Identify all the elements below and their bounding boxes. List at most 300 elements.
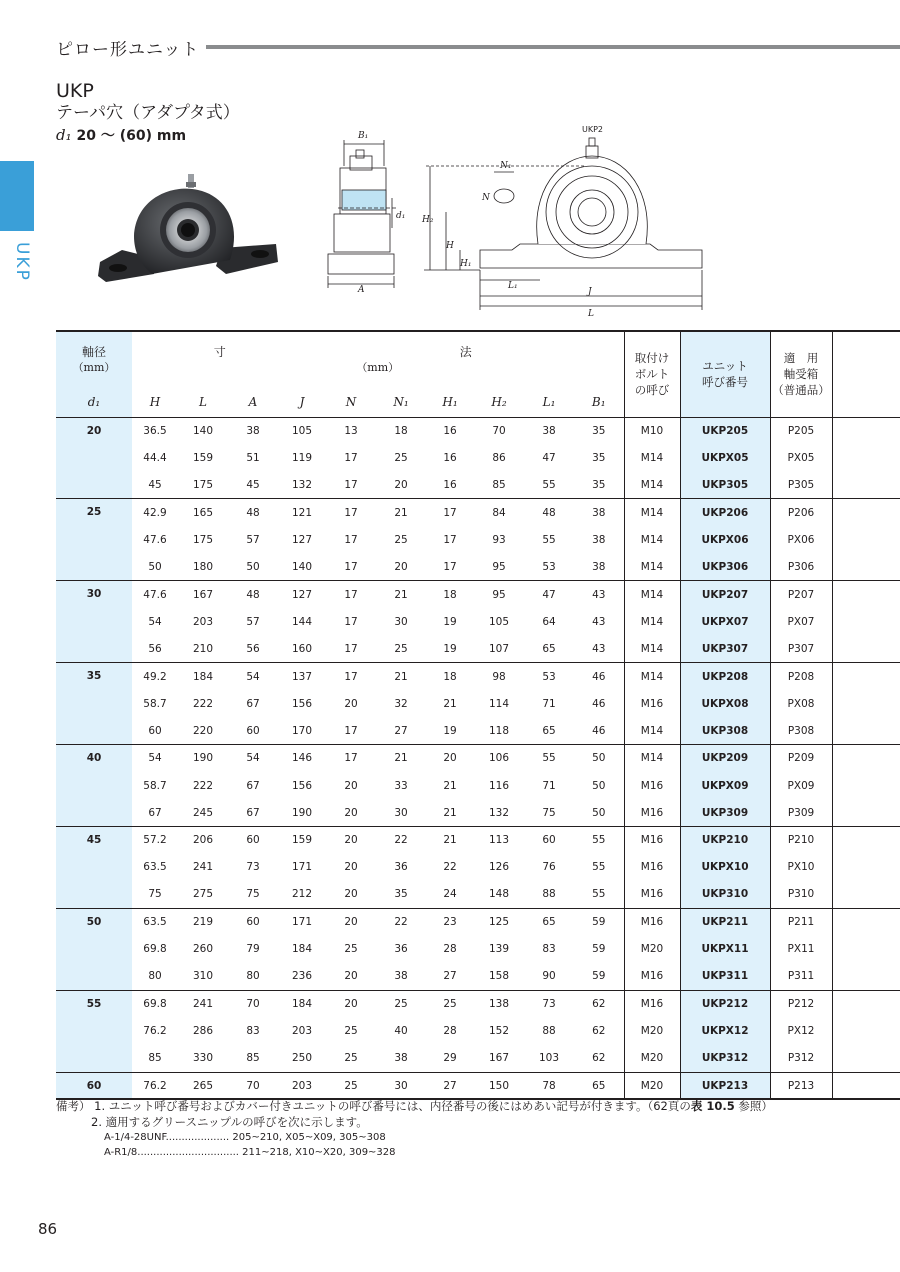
cell-j: 190 — [291, 806, 313, 819]
cell-bolt: M14 — [624, 553, 680, 580]
cell-n1: 25 — [376, 990, 426, 1017]
cell-j: 137 — [278, 663, 326, 690]
cell-h1: 25 — [426, 990, 474, 1017]
table-row — [56, 526, 900, 553]
cell-l: 175 — [192, 533, 214, 546]
cell-n: 17 — [344, 478, 358, 491]
dim-j: J — [588, 287, 592, 297]
cell-h: 75 — [148, 888, 162, 901]
cell-h2: 118 — [488, 724, 510, 737]
cell-blank — [832, 1072, 900, 1099]
cell-l: 265 — [178, 1072, 228, 1099]
cell-l1: 65 — [542, 724, 556, 737]
cell-h: 49.2 — [132, 663, 178, 690]
cell-a: 48 — [228, 499, 278, 526]
cell-b1: 50 — [592, 806, 606, 819]
cell-j: 127 — [278, 581, 326, 608]
cell-unit: UKPX12 — [680, 1018, 770, 1045]
cell-l: 275 — [192, 888, 214, 901]
cell-bolt: M14 — [624, 581, 680, 608]
cell-box: PX11 — [770, 936, 832, 963]
cell-h2: 85 — [492, 478, 506, 491]
pillow-block-photo — [92, 170, 282, 288]
cell-blank — [832, 526, 900, 553]
sub-n1: N₁ — [376, 387, 426, 417]
note-2-sub-2: A-R1/8................................ 211~218, X10~X20, 309~328 — [104, 1147, 396, 1158]
cell-blank — [832, 772, 900, 799]
cell-shaft-diameter: 50 — [56, 908, 132, 990]
cell-h1: 27 — [426, 1072, 474, 1099]
notes-label: 備考） — [56, 1099, 91, 1113]
cell-n1: 25 — [394, 533, 408, 546]
cell-l1: 83 — [542, 943, 556, 956]
cell-h1: 18 — [426, 663, 474, 690]
dim-h: H — [446, 241, 454, 251]
cell-a: 83 — [246, 1025, 260, 1038]
cell-n1: 36 — [394, 943, 408, 956]
front-view-drawing — [420, 120, 720, 320]
table-row — [56, 936, 900, 963]
cell-shaft-diameter: 40 — [56, 745, 132, 827]
table-row — [56, 472, 900, 499]
cell-unit: UKP206 — [680, 499, 770, 526]
cell-a: 70 — [228, 1072, 278, 1099]
cell-j: 203 — [278, 1072, 326, 1099]
cell-h2: 113 — [474, 826, 524, 853]
cell-h1: 23 — [426, 908, 474, 935]
cell-l1: 64 — [542, 615, 556, 628]
cell-j: 156 — [291, 779, 313, 792]
cell-n: 17 — [344, 533, 358, 546]
cell-box: P311 — [770, 963, 832, 990]
cell-n1: 40 — [394, 1025, 408, 1038]
cell-n: 20 — [344, 888, 358, 901]
cell-n1: 20 — [394, 478, 408, 491]
table-row — [56, 745, 900, 772]
cell-h2: 139 — [488, 943, 510, 956]
cell-blank — [832, 608, 900, 635]
cell-h1: 21 — [443, 779, 457, 792]
cell-b1: 38 — [592, 533, 606, 546]
cell-n: 25 — [326, 1072, 376, 1099]
cell-bolt: M16 — [624, 963, 680, 990]
cell-n1: 32 — [394, 697, 408, 710]
cell-b1: 62 — [592, 1025, 606, 1038]
cell-h: 60 — [148, 724, 162, 737]
cell-l: 190 — [178, 745, 228, 772]
cell-n: 20 — [344, 970, 358, 983]
cell-l1: 53 — [542, 560, 556, 573]
cell-blank — [832, 417, 900, 444]
cell-a: 60 — [228, 826, 278, 853]
cell-n1: 30 — [376, 1072, 426, 1099]
table-row — [56, 553, 900, 580]
cell-bolt: M16 — [624, 799, 680, 826]
cell-b1: 38 — [592, 560, 606, 573]
cell-j: 119 — [291, 451, 313, 464]
cell-a: 70 — [228, 990, 278, 1017]
cell-unit: UKPX11 — [680, 936, 770, 963]
range-symbol: d₁ — [56, 126, 72, 144]
dim-h2: H₂ — [422, 215, 434, 225]
cell-n: 20 — [344, 806, 358, 819]
sub-h2: H₂ — [474, 387, 524, 417]
side-tab-label: UKP — [12, 242, 32, 282]
cell-bolt: M10 — [624, 417, 680, 444]
cell-j: 159 — [278, 826, 326, 853]
cell-l1: 88 — [542, 1025, 556, 1038]
cell-n1: 35 — [394, 888, 408, 901]
cell-h2: 126 — [488, 861, 510, 874]
cell-a: 57 — [246, 533, 260, 546]
cell-l: 206 — [178, 826, 228, 853]
cell-b1: 50 — [574, 745, 624, 772]
cell-h2: 86 — [492, 451, 506, 464]
notes — [56, 1098, 900, 1160]
cell-unit: UKP308 — [680, 717, 770, 744]
cell-bolt: M16 — [624, 854, 680, 881]
cell-n1: 20 — [394, 560, 408, 573]
cell-h: 76.2 — [132, 1072, 178, 1099]
cell-n: 20 — [344, 861, 358, 874]
cell-box: P308 — [770, 717, 832, 744]
cell-unit: UKP312 — [680, 1045, 770, 1072]
cell-a: 57 — [246, 615, 260, 628]
cell-b1: 55 — [592, 861, 606, 874]
cell-bolt: M14 — [624, 444, 680, 471]
cell-h1: 22 — [443, 861, 457, 874]
cell-blank — [832, 663, 900, 690]
cell-l: 260 — [192, 943, 214, 956]
cell-bolt: M14 — [624, 472, 680, 499]
cell-b1: 46 — [592, 724, 606, 737]
cell-a: 51 — [246, 451, 260, 464]
cell-a: 85 — [246, 1052, 260, 1065]
cell-l: 286 — [192, 1025, 214, 1038]
cell-h2: 95 — [474, 581, 524, 608]
side-view-drawing — [314, 126, 424, 296]
cell-h: 50 — [148, 560, 162, 573]
cell-n: 20 — [344, 697, 358, 710]
cell-l1: 103 — [538, 1052, 560, 1065]
cell-l: 330 — [192, 1052, 214, 1065]
cell-j: 132 — [291, 478, 313, 491]
sub-h: H — [132, 387, 178, 417]
cell-l: 184 — [178, 663, 228, 690]
cell-bolt: M20 — [624, 1072, 680, 1099]
cell-n1: 25 — [394, 451, 408, 464]
cell-h1: 18 — [426, 581, 474, 608]
cell-blank — [832, 472, 900, 499]
cell-h: 58.7 — [143, 697, 167, 710]
cell-l: 180 — [192, 560, 214, 573]
cell-shaft-diameter: 60 — [56, 1072, 132, 1099]
spec-table — [56, 330, 900, 1100]
cell-h2: 167 — [488, 1052, 510, 1065]
cell-h: 36.5 — [132, 417, 178, 444]
table-row — [56, 581, 900, 608]
cell-h1: 16 — [443, 451, 457, 464]
cell-l: 241 — [178, 990, 228, 1017]
cell-box: P205 — [770, 417, 832, 444]
cell-h: 56 — [148, 642, 162, 655]
cell-b1: 55 — [574, 826, 624, 853]
dim-a: A — [358, 285, 365, 295]
cell-unit: UKPX08 — [680, 690, 770, 717]
cell-h: 58.7 — [143, 779, 167, 792]
cell-unit: UKP311 — [680, 963, 770, 990]
spec-table-body — [56, 417, 900, 1099]
cell-n: 17 — [344, 615, 358, 628]
cell-n: 20 — [326, 908, 376, 935]
cell-h: 63.5 — [143, 861, 167, 874]
cell-unit: UKP310 — [680, 881, 770, 908]
cell-h2: 98 — [474, 663, 524, 690]
cell-h: 69.8 — [143, 943, 167, 956]
sub-l1: L₁ — [524, 387, 574, 417]
cell-n1: 21 — [376, 663, 426, 690]
cell-n1: 30 — [394, 806, 408, 819]
cell-h2: 148 — [488, 888, 510, 901]
cell-bolt: M14 — [624, 635, 680, 662]
sub-a: A — [228, 387, 278, 417]
cell-a: 38 — [228, 417, 278, 444]
cell-blank — [832, 826, 900, 853]
cell-box: PX06 — [770, 526, 832, 553]
cell-shaft-diameter: 55 — [56, 990, 132, 1072]
cell-n1: 38 — [394, 1052, 408, 1065]
cell-n: 17 — [344, 724, 358, 737]
section-title: ピロー形ユニット — [56, 40, 200, 60]
cell-blank — [832, 854, 900, 881]
cell-n: 17 — [326, 745, 376, 772]
cell-h: 44.4 — [143, 451, 167, 464]
cell-blank — [832, 1045, 900, 1072]
cell-blank — [832, 963, 900, 990]
cell-j: 236 — [291, 970, 313, 983]
header-blank — [832, 331, 900, 417]
cell-j: 144 — [291, 615, 313, 628]
cell-box: PX09 — [770, 772, 832, 799]
dim-b1: B₁ — [358, 131, 369, 141]
cell-h1: 21 — [443, 806, 457, 819]
cell-a: 60 — [246, 724, 260, 737]
header-housing: 適 用 軸受箱 （普通品） — [770, 331, 832, 417]
cell-l1: 78 — [524, 1072, 574, 1099]
cell-h2: 138 — [474, 990, 524, 1017]
cell-a: 80 — [246, 970, 260, 983]
sub-d1: d₁ — [56, 387, 132, 417]
cell-l: 222 — [192, 697, 214, 710]
dim-d1: d₁ — [396, 211, 406, 221]
cell-unit: UKP305 — [680, 472, 770, 499]
cell-b1: 55 — [592, 888, 606, 901]
table-row — [56, 717, 900, 744]
note-1-table-ref: 表 10.5 — [690, 1099, 735, 1113]
cell-blank — [832, 936, 900, 963]
cell-n1: 30 — [394, 615, 408, 628]
cell-j: 156 — [291, 697, 313, 710]
cell-l1: 55 — [542, 478, 556, 491]
cell-bolt: M14 — [624, 499, 680, 526]
cell-l1: 48 — [524, 499, 574, 526]
cell-bolt: M16 — [624, 908, 680, 935]
dim-h1: H₁ — [460, 259, 472, 269]
cell-h: 57.2 — [132, 826, 178, 853]
cell-n1: 21 — [376, 581, 426, 608]
page-number: 86 — [38, 1220, 58, 1238]
cell-box: P207 — [770, 581, 832, 608]
cell-shaft-diameter: 25 — [56, 499, 132, 581]
cell-l: 222 — [192, 779, 214, 792]
cell-l1: 88 — [542, 888, 556, 901]
cell-j: 105 — [278, 417, 326, 444]
header-dimensions: 寸 法 （mm） — [132, 331, 624, 387]
cell-h: 42.9 — [132, 499, 178, 526]
table-row — [56, 826, 900, 853]
cell-n: 17 — [344, 642, 358, 655]
cell-l1: 71 — [542, 697, 556, 710]
cell-a: 73 — [246, 861, 260, 874]
cell-l1: 73 — [524, 990, 574, 1017]
cell-shaft-diameter: 45 — [56, 826, 132, 908]
cell-a: 67 — [246, 806, 260, 819]
cell-box: P309 — [770, 799, 832, 826]
header-bolt: 取付け ボルト の呼び — [624, 331, 680, 417]
cell-h2: 132 — [488, 806, 510, 819]
cell-box: PX10 — [770, 854, 832, 881]
cell-h: 47.6 — [132, 581, 178, 608]
cell-l1: 38 — [524, 417, 574, 444]
cell-j: 127 — [291, 533, 313, 546]
cell-j: 203 — [291, 1025, 313, 1038]
cell-box: PX07 — [770, 608, 832, 635]
cell-bolt: M14 — [624, 717, 680, 744]
cell-l1: 55 — [524, 745, 574, 772]
table-row — [56, 444, 900, 471]
cell-n: 20 — [326, 990, 376, 1017]
cell-j: 184 — [278, 990, 326, 1017]
model-title: UKP — [56, 80, 94, 102]
cell-l: 310 — [192, 970, 214, 983]
cell-n1: 21 — [376, 499, 426, 526]
cell-h1: 17 — [443, 533, 457, 546]
cell-h2: 125 — [474, 908, 524, 935]
sub-b1: B₁ — [574, 387, 624, 417]
cell-n: 25 — [344, 943, 358, 956]
cell-unit: UKP211 — [680, 908, 770, 935]
table-row — [56, 772, 900, 799]
cell-n: 25 — [344, 1025, 358, 1038]
cell-h2: 107 — [488, 642, 510, 655]
cell-j: 140 — [291, 560, 313, 573]
cell-box: P208 — [770, 663, 832, 690]
cell-bolt: M16 — [624, 826, 680, 853]
cell-h: 45 — [148, 478, 162, 491]
table-row — [56, 881, 900, 908]
cell-l1: 71 — [542, 779, 556, 792]
cell-h: 63.5 — [132, 908, 178, 935]
cell-l: 167 — [178, 581, 228, 608]
cell-h1: 17 — [426, 499, 474, 526]
cell-j: 170 — [291, 724, 313, 737]
cell-box: P213 — [770, 1072, 832, 1099]
cell-n: 20 — [344, 779, 358, 792]
cell-b1: 65 — [574, 1072, 624, 1099]
drawing-variant-label: UKP2 — [582, 125, 604, 134]
cell-shaft-diameter: 30 — [56, 581, 132, 663]
cell-unit: UKP207 — [680, 581, 770, 608]
cell-n: 17 — [344, 560, 358, 573]
cell-bolt: M14 — [624, 608, 680, 635]
cell-b1: 59 — [592, 943, 606, 956]
cell-l: 245 — [192, 806, 214, 819]
cell-unit: UKPX07 — [680, 608, 770, 635]
cell-j: 160 — [291, 642, 313, 655]
cell-h2: 84 — [474, 499, 524, 526]
cell-box: P211 — [770, 908, 832, 935]
cell-unit: UKP208 — [680, 663, 770, 690]
cell-bolt: M20 — [624, 1018, 680, 1045]
cell-blank — [832, 908, 900, 935]
cell-j: 250 — [291, 1052, 313, 1065]
header-rule — [206, 45, 900, 49]
cell-bolt: M20 — [624, 1045, 680, 1072]
cell-j: 146 — [278, 745, 326, 772]
cell-n: 13 — [326, 417, 376, 444]
dim-l: L — [588, 309, 594, 319]
cell-box: P312 — [770, 1045, 832, 1072]
cell-h2: 150 — [474, 1072, 524, 1099]
cell-h1: 19 — [443, 724, 457, 737]
cell-unit: UKPX05 — [680, 444, 770, 471]
model-subtitle: テーパ穴（アダプタ式） — [56, 103, 240, 123]
cell-a: 75 — [246, 888, 260, 901]
cell-l1: 65 — [524, 908, 574, 935]
cell-a: 48 — [228, 581, 278, 608]
cell-b1: 62 — [574, 990, 624, 1017]
cell-h1: 16 — [426, 417, 474, 444]
cell-box: P305 — [770, 472, 832, 499]
cell-n1: 25 — [394, 642, 408, 655]
cell-b1: 43 — [592, 642, 606, 655]
cell-bolt: M16 — [624, 881, 680, 908]
table-row — [56, 963, 900, 990]
cell-n1: 21 — [376, 745, 426, 772]
cell-n1: 27 — [394, 724, 408, 737]
cell-blank — [832, 553, 900, 580]
table-row — [56, 608, 900, 635]
cell-n1: 38 — [394, 970, 408, 983]
note-1 — [56, 1098, 900, 1114]
cell-a: 67 — [246, 779, 260, 792]
cell-l1: 53 — [524, 663, 574, 690]
cell-j: 121 — [278, 499, 326, 526]
cell-box: P212 — [770, 990, 832, 1017]
cell-unit: UKP309 — [680, 799, 770, 826]
cell-h1: 24 — [443, 888, 457, 901]
sub-n: N — [326, 387, 376, 417]
cell-l: 220 — [192, 724, 214, 737]
cell-n: 17 — [344, 451, 358, 464]
cell-bolt: M14 — [624, 526, 680, 553]
cell-blank — [832, 745, 900, 772]
sub-l: L — [178, 387, 228, 417]
cell-n: 25 — [344, 1052, 358, 1065]
cell-h2: 152 — [488, 1025, 510, 1038]
cell-l1: 47 — [524, 581, 574, 608]
cell-shaft-diameter: 20 — [56, 417, 132, 499]
